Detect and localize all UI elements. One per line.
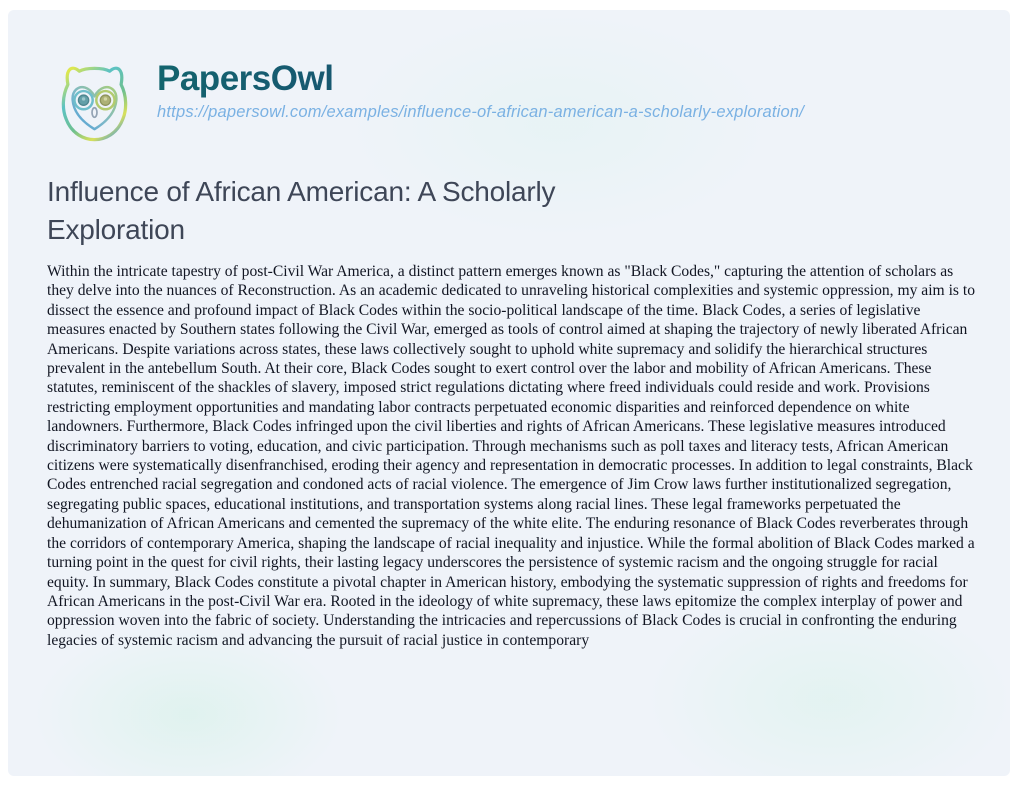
site-header (47, 56, 976, 151)
brand-name: PapersOwl (157, 59, 804, 99)
owl-logo-icon (47, 56, 142, 151)
page-url-link[interactable]: https://papersowl.com/examples/influence-of-african-american-a-scholarly-exploration/ (157, 103, 805, 122)
brand-block (157, 56, 804, 122)
page-card (8, 10, 1010, 776)
article-title: Influence of African American: A Scholarly Exploration (47, 176, 556, 245)
article-body: Within the intricate tapestry of post-Civil War America, a distinct pattern emerges known as "Black Codes," capturing the attention of scholars as they delve into the nuances of Reconstruction. As an academic dedicated to unraveling historical complexities and systemic oppression, my aim is to dissect the essence and profound impact of Black Codes within the socio-political landscape of the time. Black Codes, a series of legislative measures enacted by Southern states following the Civil War, emerged as tools of control aimed at shaping the trajectory of newly liberated African Americans. Despite variations across states, these laws collectively sought to uphold white supremacy and solidify the hierarchical structures prevalent in the antebellum South. At their core, Black Codes sought to exert control over the labor and mobility of African Americans. These statutes, reminiscent of the shackles of slavery, imposed strict regulations dictating where freed individuals could reside and work. Provisions restricting employment opportunities and mandating labor contracts perpetuated economic disparities and reinforced dependence on white landowners. Furthermore, Black Codes infringed upon the civil liberties and rights of African Americans. These legislative measures introduced discriminatory barriers to voting, education, and civic participation. Through mechanisms such as poll taxes and literacy tests, African American citizens were systematically disenfranchised, eroding their agency and representation in democratic processes. In addition to legal constraints, Black Codes entrenched racial segregation and condoned acts of racial violence. The emergence of Jim Crow laws further institutionalized segregation, segregating public spaces, educational institutions, and transportation systems along racial lines. These legal frameworks perpetuated the dehumanization of African Americans and cemented the supremacy of the white elite. The enduring resonance of Black Codes reverberates through the corridors of contemporary America, shaping the landscape of racial inequality and injustice. While the formal abolition of Black Codes marked a turning point in the quest for civil rights, their lasting legacy underscores the persistence of systemic racism and the ongoing struggle for racial equity. In summary, Black Codes constitute a pivotal chapter in American history, embodying the systematic suppression of rights and freedoms for African Americans in the post-Civil War era. Rooted in the ideology of white supremacy, these laws epitomize the complex interplay of power and oppression woven into the fabric of society. Understanding the intricacies and repercussions of Black Codes is crucial in confronting the enduring legacies of systemic racism and advancing the pursuit of racial justice in contemporary (47, 263, 976, 649)
